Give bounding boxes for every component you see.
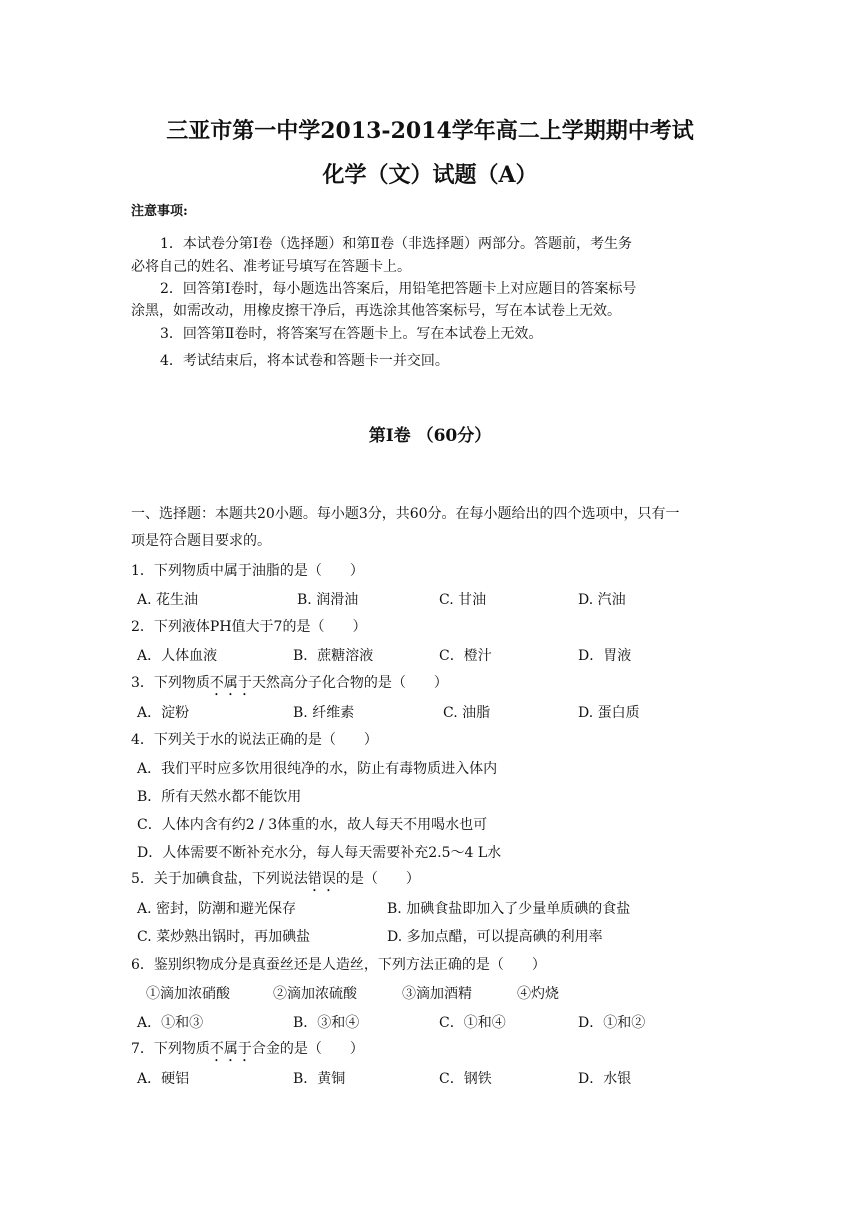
q1-option-d: D. 汽油 [578,592,626,608]
q7-option-c: C．钢铁 [439,1071,492,1087]
q6-method-2: ②滴加浓硫酸 [273,986,357,1002]
question-5-stem [131,868,420,895]
q2-option-b: B．蔗糖溶液 [293,648,374,664]
q6-option-b: B．③和④ [293,1015,360,1031]
q4-option-d: D．人体需要不断补充水分，每人每天需要补充2.5～4 L水 [137,845,502,861]
q6-method-1: ①滴加浓硝酸 [146,986,230,1002]
notice-line: 3．回答第Ⅱ卷时，将答案写在答题卡上。写在本试卷上无效。 [160,326,543,342]
emphasis-text: 不属于 [209,1041,252,1057]
question-1-stem: 1．下列物质中属于油脂的是（ ） [131,563,364,579]
q7-option-a: A．硬铝 [137,1071,190,1087]
notice-line: 必将自己的姓名、准考证号填写在答题卡上。 [131,259,411,275]
question-7-stem [131,1038,364,1065]
stem-text: 的是（ ） [335,871,420,887]
notice-heading: 注意事项: [131,204,188,219]
q4-option-a: A．我们平时应多饮用很纯净的水，防止有毒物质进入体内 [137,761,498,777]
q7-option-b: B．黄铜 [293,1071,346,1087]
q4-option-c: C．人体内含有约2 / 3体重的水，故人每天不用喝水也可 [137,817,488,833]
instruction-line: 一、选择题：本题共20小题。每小题3分，共60分。在每小题给出的四个选项中，只有一 [131,506,680,522]
q2-option-c: C．橙汁 [439,648,492,664]
instruction-line: 项是符合题目要求的。 [131,533,271,549]
notice-line: 4．考试结束后，将本试卷和答题卡一并交回。 [160,353,449,369]
exam-title: 三亚市第一中学2013-2014学年高二上学期期中考试 [166,118,694,144]
stem-text: 5．关于加碘食盐，下列说法 [131,871,308,887]
q5-option-d: D. 多加点醋，可以提高碘的利用率 [387,929,603,945]
q6-method-4: ④灼烧 [517,986,559,1002]
stem-text: 合金的是（ ） [251,1041,364,1057]
q5-option-a: A. 密封，防潮和避光保存 [137,901,297,917]
q3-option-c: C. 油脂 [443,705,491,721]
stem-text: 天然高分子化合物的是（ ） [251,675,448,691]
q3-option-d: D. 蛋白质 [578,705,640,721]
q2-option-a: A．人体血液 [137,648,218,664]
question-6-stem: 6．鉴别织物成分是真蚕丝还是人造丝，下列方法正确的是（ ） [131,957,546,973]
q2-option-d: D．胃液 [578,648,632,664]
notice-line: 1．本试卷分第I卷（选择题）和第Ⅱ卷（非选择题）两部分。答题前，考生务 [160,236,632,252]
q6-method-3: ③滴加酒精 [402,986,472,1002]
question-3-stem [131,672,448,699]
q3-option-b: B. 纤维素 [293,705,355,721]
stem-text: 7．下列物质 [131,1041,210,1057]
q4-option-b: B．所有天然水都不能饮用 [137,789,302,805]
question-2-stem: 2．下列液体PH值大于7的是（ ） [131,619,367,635]
emphasis-text: 错误 [307,871,336,887]
notice-line: 2．回答第I卷时，每小题选出答案后，用铅笔把答题卡上对应题目的答案标号 [160,281,637,297]
q6-option-c: C．①和④ [439,1015,506,1031]
stem-text: 3．下列物质 [131,675,210,691]
notice-line: 涂黑，如需改动，用橡皮擦干净后，再选涂其他答案标号，写在本试卷上无效。 [131,303,621,319]
q6-option-d: D．①和② [578,1015,646,1031]
emphasis-text: 不属于 [209,675,252,691]
section-title: 第I卷 （60分） [368,426,492,446]
q1-option-c: C. 甘油 [439,592,487,608]
q1-option-b: B. 润滑油 [297,592,359,608]
q7-option-d: D．水银 [578,1071,632,1087]
q5-option-c: C. 菜炒熟出锅时，再加碘盐 [137,929,311,945]
q6-option-a: A．①和③ [137,1015,204,1031]
question-4-stem: 4．下列关于水的说法正确的是（ ） [131,732,378,748]
exam-subtitle: 化学（文）试题（A） [322,162,538,188]
q1-option-a: A. 花生油 [137,592,199,608]
q3-option-a: A．淀粉 [137,705,190,721]
q5-option-b: B. 加碘食盐即加入了少量单质碘的食盐 [387,901,631,917]
